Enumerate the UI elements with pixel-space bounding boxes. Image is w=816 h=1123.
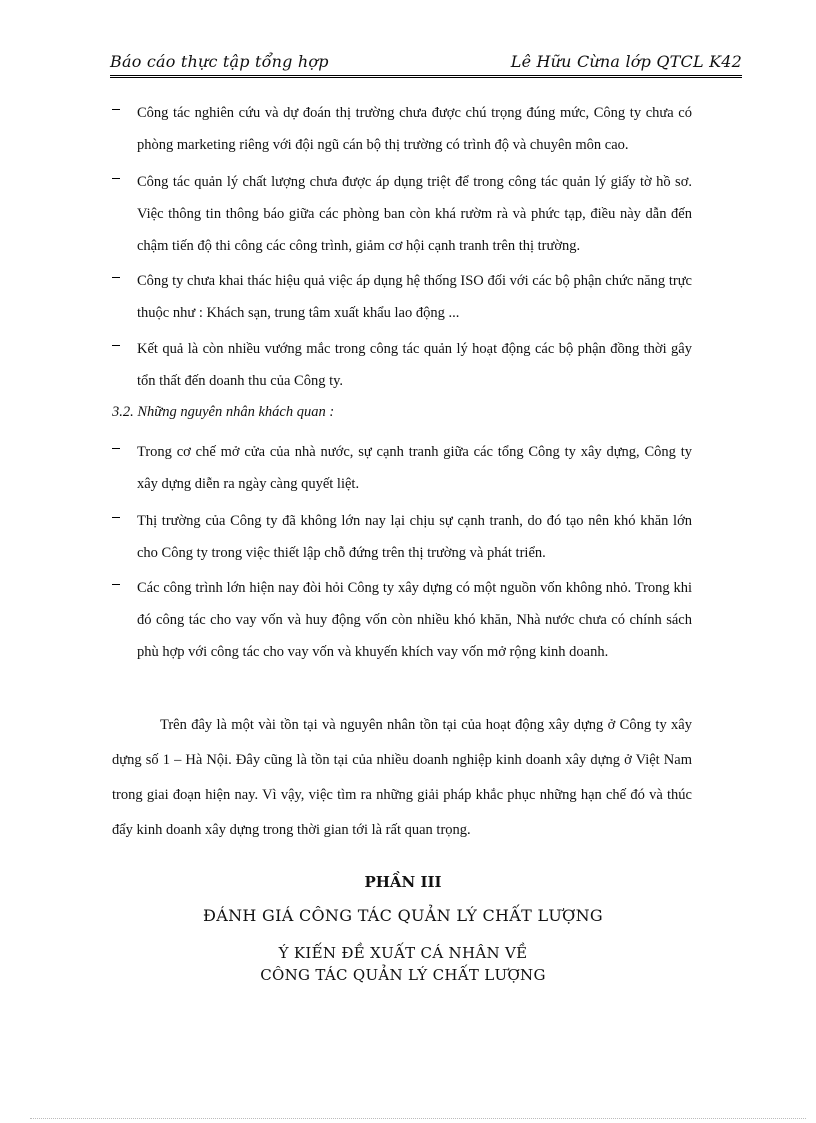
header-rule [110, 75, 742, 81]
list-item [112, 505, 692, 569]
dash-bullet-icon [112, 584, 120, 586]
list-item [112, 572, 692, 668]
part-title: ĐÁNH GIÁ CÔNG TÁC QUẢN LÝ CHẤT LƯỢNG [203, 906, 603, 925]
dash-bullet-icon [112, 178, 120, 180]
dash-bullet-icon [112, 448, 120, 450]
page-header [110, 52, 742, 74]
part-heading: PHẦN III [364, 873, 442, 891]
list-item [112, 265, 692, 329]
dash-bullet-icon [112, 109, 120, 111]
list-item [112, 97, 692, 161]
summary-paragraph: Trên đây là một vài tồn tại và nguyên nhân tồn tại của hoạt động xây dựng ở Công ty xây dựng số 1 – Hà Nội. Đây cũng là tồn tại của nhiều doanh nghiệp kinh doanh xây dựng ở Việt Nam trong giai đoạn hiện nay. Vì vậy, việc tìm ra những giải pháp khắc phục những hạn chế đó và thúc đẩy kinh doanh xây dựng trong thời gian tới là rất quan trọng. [112, 717, 692, 838]
list-item-text: Công tác nghiên cứu và dự đoán thị trường chưa được chú trọng đúng mức, Công ty chưa có phòng marketing riêng với đội ngũ cán bộ thị trường có trình độ và chuyên môn cao. [137, 105, 692, 153]
page-bottom-rule [30, 1118, 806, 1119]
dash-bullet-icon [112, 517, 120, 519]
list-item-text: Kết quả là còn nhiều vướng mắc trong công tác quản lý hoạt động các bộ phận đồng thời gây tổn thất đến doanh thu của Công ty. [137, 341, 692, 389]
part-subtitle-line-1: Ý KIẾN ĐỀ XUẤT CÁ NHÂN VỀ [278, 944, 528, 962]
list-item-text: Trong cơ chế mở cửa của nhà nước, sự cạnh tranh giữa các tổng Công ty xây dựng, Công ty xây dựng diễn ra ngày càng quyết liệt. [137, 444, 692, 492]
list-item-text: Công tác quản lý chất lượng chưa được áp dụng triệt để trong công tác quản lý giấy tờ hồ sơ. Việc thông tin thông báo giữa các phòng ban còn khá rườm rà và phức tạp, điều này dẫn đến chậm tiến độ thi công các công trình, giảm cơ hội cạnh tranh trên thị trường. [137, 174, 692, 254]
list-item-text: Thị trường của Công ty đã không lớn nay lại chịu sự cạnh tranh, do đó tạo nên khó khăn lớn cho Công ty trong việc thiết lập chỗ đứng trên thị trường và phát triển. [137, 513, 692, 561]
list-item [112, 436, 692, 500]
dash-bullet-icon [112, 277, 120, 279]
dash-bullet-icon [112, 345, 120, 347]
header-report-title: Báo cáo thực tập tổng hợp [110, 52, 329, 71]
list-item [112, 166, 692, 262]
header-author-class: Lê Hữu Cừna lớp QTCL K42 [510, 52, 742, 71]
part-subtitle-line-2: CÔNG TÁC QUẢN LÝ CHẤT LƯỢNG [260, 966, 546, 984]
list-item-text: Các công trình lớn hiện nay đòi hỏi Công ty xây dựng có một nguồn vốn không nhỏ. Trong khi đó công tác cho vay vốn và huy động vốn còn nhiều khó khăn, Nhà nước chưa có chính sách phù hợp với công tác cho vay vốn và khuyến khích vay vốn mở rộng kinh doanh. [137, 580, 692, 660]
list-item-text: Công ty chưa khai thác hiệu quả việc áp dụng hệ thống ISO đối với các bộ phận chức năng trực thuộc như : Khách sạn, trung tâm xuất khẩu lao động ... [137, 273, 692, 321]
list-item [112, 333, 692, 397]
section-subheading: 3.2. Những nguyên nhân khách quan : [112, 404, 335, 420]
